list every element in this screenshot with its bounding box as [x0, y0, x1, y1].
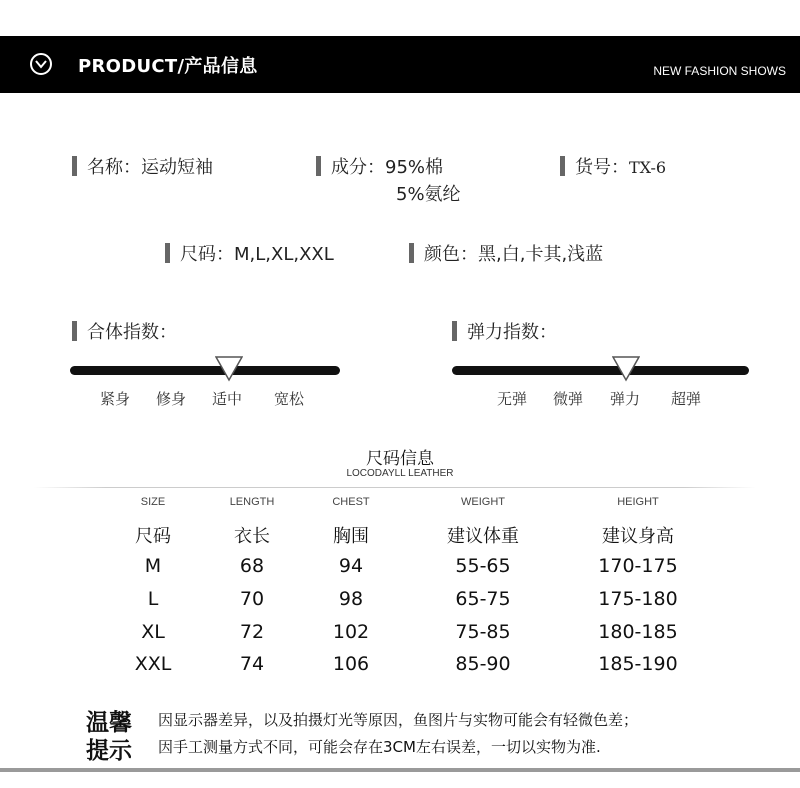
size-table-title: 尺码信息 — [366, 449, 434, 469]
table-cell-height: 175-180 — [598, 588, 678, 610]
elastic-index-title: 弹力指数： — [452, 318, 557, 344]
fit-index-track — [70, 366, 340, 375]
size-table-subtitle: LOCODAYLL LEATHER — [346, 468, 454, 479]
table-cell-chest: 102 — [332, 621, 370, 643]
tip-label-line1: 温馨 — [86, 710, 132, 736]
table-cell-weight: 55-65 — [455, 555, 511, 577]
table-cell-height: 185-190 — [598, 653, 678, 675]
col-header-chest: CHEST — [332, 496, 370, 508]
attr-size: 尺码：M,L,XL,XXL — [165, 240, 334, 266]
tip-text-line2: 因手工测量方式不同，可能会存在3CM左右误差，一切以实物为准. — [158, 738, 601, 756]
sku-value: TX-6 — [629, 158, 667, 177]
attr-name: 名称：运动短袖 — [72, 153, 213, 179]
accent-bar — [409, 243, 414, 263]
fit-index-marker-icon — [215, 356, 243, 382]
elastic-option-selected: 弹力 — [610, 390, 641, 408]
accent-bar — [165, 243, 170, 263]
fit-option: 宽松 — [274, 390, 305, 408]
accent-bar — [72, 156, 77, 176]
table-cell-weight: 75-85 — [455, 621, 511, 643]
tip-label-line2: 提示 — [86, 738, 132, 764]
col-header-length: LENGTH — [229, 496, 275, 508]
col-header-height-cn: 建议身高 — [602, 526, 674, 547]
col-header-weight-cn: 建议体重 — [447, 526, 519, 547]
table-cell-height: 180-185 — [598, 621, 678, 643]
divider — [34, 487, 756, 488]
table-cell-size: XXL — [134, 653, 172, 675]
fit-option: 修身 — [156, 390, 187, 408]
table-cell-size: XL — [141, 621, 165, 643]
col-header-weight: WEIGHT — [461, 496, 505, 508]
elastic-index-marker-icon — [612, 356, 640, 382]
table-cell-length: 74 — [239, 653, 265, 675]
header-tagline: NEW FASHION SHOWS — [653, 64, 786, 78]
fit-index-title: 合体指数： — [72, 318, 177, 344]
accent-bar — [452, 321, 457, 341]
col-header-size-cn: 尺码 — [135, 526, 171, 547]
accent-bar — [72, 321, 77, 341]
table-cell-weight: 85-90 — [455, 653, 511, 675]
col-header-chest-cn: 胸围 — [333, 526, 369, 547]
attr-composition-line2: 5%氨纶 — [396, 184, 461, 205]
col-header-length-cn: 衣长 — [234, 526, 270, 547]
elastic-index-track — [452, 366, 749, 375]
accent-bar — [560, 156, 565, 176]
table-cell-weight: 65-75 — [455, 588, 511, 610]
chevron-down-circle-icon — [30, 53, 52, 75]
attr-composition: 成分：95%棉 — [316, 153, 443, 179]
table-cell-chest: 106 — [332, 653, 370, 675]
bottom-divider — [0, 768, 800, 772]
table-cell-height: 170-175 — [598, 555, 678, 577]
table-cell-length: 68 — [239, 555, 265, 577]
header-title: PRODUCT/产品信息 — [78, 56, 258, 77]
col-header-height: HEIGHT — [617, 496, 659, 508]
elastic-option: 超弹 — [671, 390, 702, 408]
col-header-size: SIZE — [140, 496, 166, 508]
table-cell-chest: 94 — [338, 555, 364, 577]
table-cell-length: 72 — [239, 621, 265, 643]
fit-option: 紧身 — [100, 390, 131, 408]
tip-text-line1: 因显示器差异，以及拍摄灯光等原因，鱼图片与实物可能会有轻微色差； — [158, 711, 639, 729]
elastic-option: 无弹 — [497, 390, 528, 408]
table-cell-size: M — [144, 555, 162, 577]
attr-color: 颜色：黑,白,卡其,浅蓝 — [409, 240, 603, 266]
header-bar — [0, 36, 800, 93]
table-cell-length: 70 — [239, 588, 265, 610]
accent-bar — [316, 156, 321, 176]
table-cell-chest: 98 — [338, 588, 364, 610]
attr-sku: 货号：TX-6 — [560, 153, 666, 179]
table-cell-size: L — [147, 588, 159, 610]
elastic-option: 微弹 — [553, 390, 584, 408]
fit-option-selected: 适中 — [212, 390, 243, 408]
